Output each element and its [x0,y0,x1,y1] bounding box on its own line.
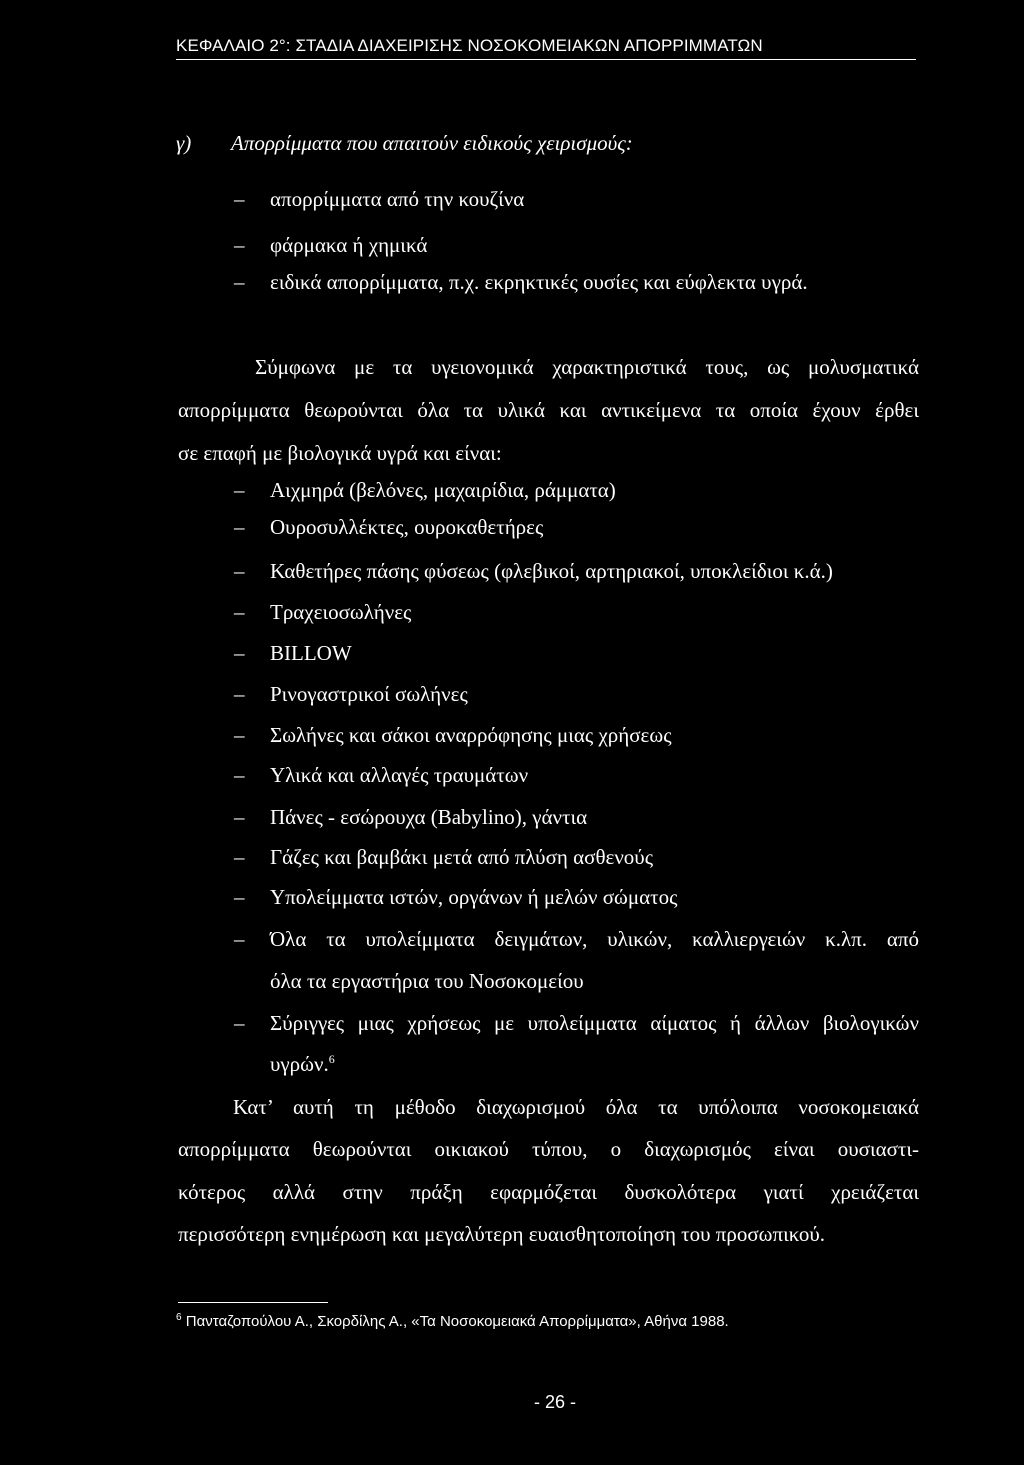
footnote-reference: 6 [328,1052,335,1066]
section-item: απορρίμματα από την κουζίνα [270,187,525,211]
bullet-dash: – [234,270,245,294]
list-item-continuation: όλα τα εργαστήρια του Νοσοκομείου [270,969,584,993]
footnote-divider [178,1302,328,1303]
bullet-dash: – [234,641,245,665]
intro-line: σε επαφή με βιολογικά υγρά και είναι: [178,441,502,465]
bullet-dash: – [234,682,245,706]
list-item: Όλα τα υπολείμματα δειγμάτων, υλικών, καλλιεργειών κ.λπ. από [270,927,919,951]
intro-line: Σύμφωνα με τα υγειονομικά χαρακτηριστικά τους, ως μολυσματικά [255,355,919,379]
section-heading [176,131,633,156]
bullet-dash: – [234,805,245,829]
list-item-continuation [270,1052,335,1077]
bullet-dash: – [234,233,245,257]
bullet-dash: – [234,478,245,502]
bullet-dash: – [234,1011,245,1035]
list-item: Αιχμηρά (βελόνες, μαχαιρίδια, ράμματα) [270,478,616,502]
intro-line: απορρίμματα θεωρούνται όλα τα υλικά και αντικείμενα τα οποία έχουν έρθει [178,398,919,422]
closing-line: περισσότερη ενημέρωση και μεγαλύτερη ευαισθητοποίηση του προσωπικού. [178,1222,826,1246]
running-header: ΚΕΦΑΛΑΙΟ 2°: ΣΤΑΔΙΑ ΔΙΑΧΕΙΡΙΣΗΣ ΝΟΣΟΚΟΜΕΙΑΚΩΝ ΑΠΟΡΡΙΜΜΑΤΩΝ [176,36,916,60]
bullet-dash: – [234,763,245,787]
footnote [176,1312,729,1330]
list-item: Γάζες και βαμβάκι μετά από πλύση ασθενούς [270,845,654,869]
footnote-number: 6 [176,1312,182,1323]
list-item: Σύριγγες μιας χρήσεως με υπολείμματα αίματος ή άλλων βιολογικών [270,1011,919,1035]
bullet-dash: – [234,600,245,624]
list-item: Ρινογαστρικοί σωλήνες [270,682,468,706]
list-item: Υλικά και αλλαγές τραυμάτων [270,763,529,787]
list-item: Πάνες - εσώρουχα (Babylino), γάντια [270,805,588,829]
page-number: - 26 - [533,1392,576,1412]
closing-line: απορρίμματα θεωρούνται οικιακού τύπου, ο διαχωρισμός είναι ουσιαστι- [178,1137,919,1161]
footnote-text: Πανταζοπούλου Α., Σκορδίλης Α., «Τα Νοσοκομειακά Απορρίμματα», Αθήνα 1988. [185,1313,729,1330]
list-item: Τραχειοσωλήνες [270,600,412,624]
section-title: Απορρίμματα που απαιτούν ειδικούς χειρισμούς: [231,131,633,155]
list-item: Ουροσυλλέκτες, ουροκαθετήρες [270,515,544,539]
bullet-dash: – [234,559,245,583]
list-item: BILLOW [270,641,352,665]
bullet-dash: – [234,723,245,747]
bullet-dash: – [234,515,245,539]
bullet-dash: – [234,187,245,211]
section-letter: γ) [176,131,192,155]
list-item-text: υγρών. [270,1052,329,1076]
section-item: φάρμακα ή χημικά [270,233,428,257]
list-item: Σωλήνες και σάκοι αναρρόφησης μιας χρήσεως [270,723,672,747]
bullet-dash: – [234,845,245,869]
section-item: ειδικά απορρίμματα, π.χ. εκρηκτικές ουσίες και εύφλεκτα υγρά. [270,270,808,294]
closing-line: Κατ’ αυτή τη μέθοδο διαχωρισμού όλα τα υπόλοιπα νοσοκομειακά [233,1095,919,1119]
bullet-dash: – [234,927,245,951]
list-item: Υπολείμματα ιστών, οργάνων ή μελών σώματος [270,885,678,909]
list-item: Καθετήρες πάσης φύσεως (φλεβικοί, αρτηριακοί, υποκλείδιοι κ.ά.) [270,559,833,583]
bullet-dash: – [234,885,245,909]
closing-line: κότερος αλλά στην πράξη εφαρμόζεται δυσκολότερα γιατί χρειάζεται [178,1180,919,1204]
